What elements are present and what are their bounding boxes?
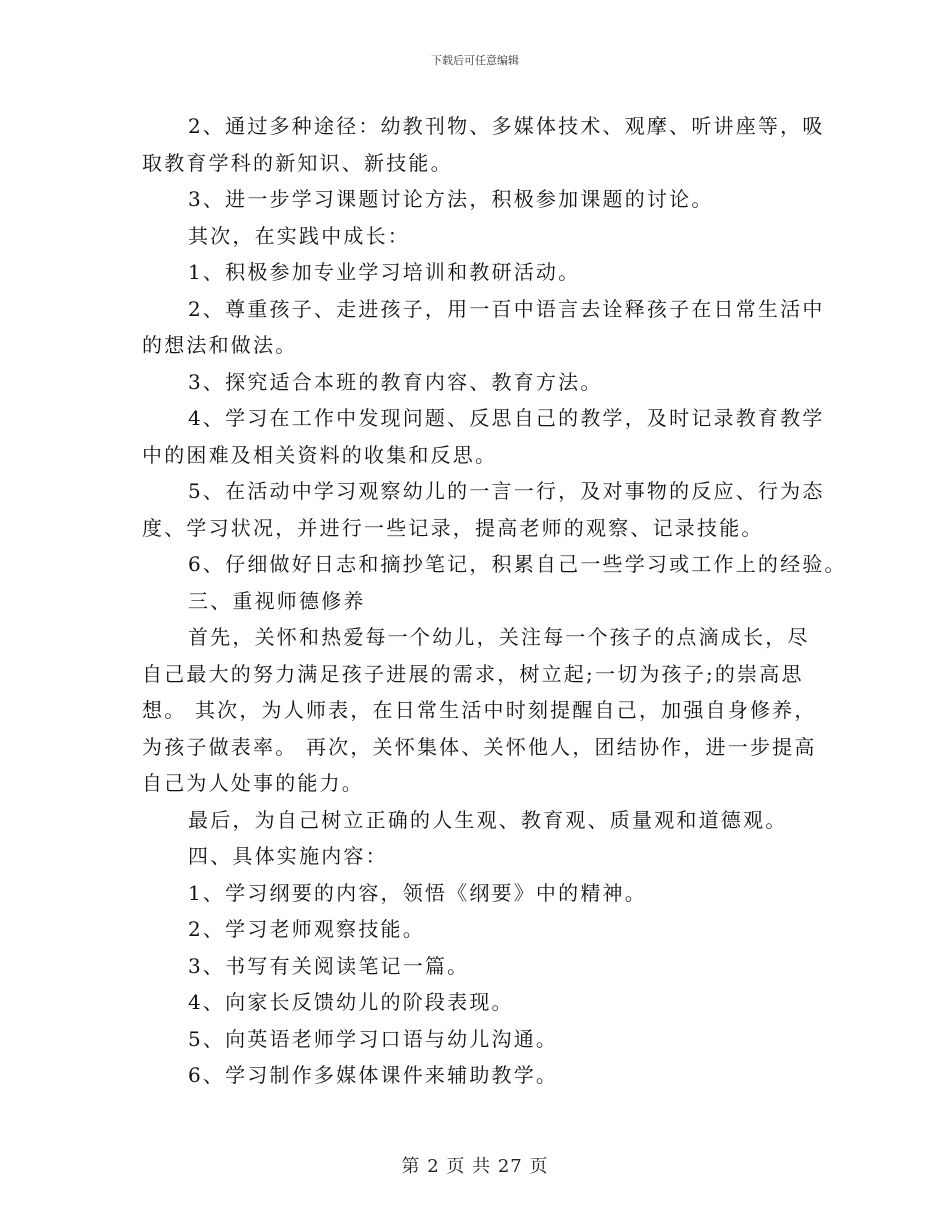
text-line: 6、仔细做好日志和摘抄笔记，积累自己一些学习或工作上的经验。 [188, 552, 847, 576]
text-line: 5、在活动中学习观察幼儿的一言一行，及对事物的反应、行为态 [188, 479, 825, 503]
text-line: 5、向英语老师学习口语与幼儿沟通。 [188, 1026, 559, 1051]
text-line: 3、进一步学习课题讨论方法，积极参加课题的讨论。 [188, 187, 714, 211]
text-line: 3、探究适合本班的教育内容、教育方法。 [188, 369, 603, 394]
page-number: 第 2 页 共 27 页 [401, 1156, 549, 1177]
text-line: 4、学习在工作中发现问题、反思自己的教学，及时记录教育教学 [188, 406, 825, 430]
text-line: 6、学习制作多媒体课件来辅助教学。 [188, 1063, 559, 1087]
text-line: 1、积极参加专业学习培训和教研活动。 [188, 260, 581, 284]
text-line: 自己为人处事的能力。 [142, 771, 364, 795]
text-line: 其次，在实践中成长： [188, 223, 410, 248]
text-line: 中的困难及相关资料的收集和反思。 [142, 442, 498, 467]
page-header: 下载后可任意编辑 [431, 54, 519, 67]
text-line: 最后，为自己树立正确的人生观、教育观、质量观和道德观。 [188, 807, 788, 832]
text-line: 度、学习状况，并进行一些记录，提高老师的观察、记录技能。 [142, 515, 764, 540]
text-line: 2、尊重孩子、走进孩子，用一百中语言去诠释孩子在日常生活中 [188, 296, 825, 321]
document-body [142, 108, 847, 1094]
text-line: 取教育学科的新知识、新技能。 [142, 150, 453, 175]
text-line: 2、学习老师观察技能。 [188, 917, 425, 941]
text-line: 的想法和做法。 [142, 333, 298, 357]
text-line: 3、书写有关阅读笔记一篇。 [188, 953, 470, 978]
text-line: 三、重视师德修养 [188, 588, 366, 613]
text-line: 首先，关怀和热爱每一个幼儿，关注每一个孩子的点滴成长，尽 [188, 625, 810, 649]
text-line: 1、学习纲要的内容，领悟《纲要》中的精神。 [188, 880, 647, 905]
text-line: 4、向家长反馈幼儿的阶段表现。 [188, 990, 514, 1014]
text-line: 四、具体实施内容： [188, 844, 388, 868]
text-line: 为孩子做表率。 再次，关怀集体、关怀他人，团结协作，进一步提高 [142, 734, 817, 759]
text-line: 自己最大的努力满足孩子进展的需求，树立起;一切为孩子;的崇高思 [142, 661, 804, 686]
text-line: 想。 其次，为人师表，在日常生活中时刻提醒自己，加强自身修养， [142, 698, 817, 722]
text-line: 2、通过多种途径：幼教刊物、多媒体技术、观摩、听讲座等，吸 [188, 114, 825, 138]
